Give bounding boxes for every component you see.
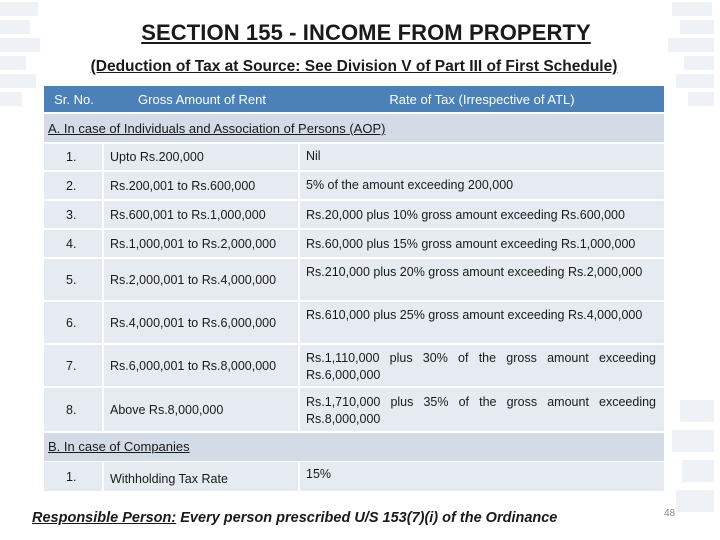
section-a-heading — [44, 114, 664, 142]
gross-cell: Withholding Tax Rate — [104, 462, 300, 491]
gross-cell: Above Rs.8,000,000 — [104, 388, 300, 431]
sr-cell: 1. — [44, 462, 104, 491]
rate-cell: Rs.20,000 plus 10% gross amount exceeding Rs.600,000 — [306, 207, 625, 222]
table-row — [44, 302, 664, 343]
page-subtitle: (Deduction of Tax at Source: See Division V of Part III of First Schedule) — [90, 58, 618, 75]
gross-cell: Rs.6,000,001 to Rs.8,000,000 — [104, 345, 300, 386]
table-row — [44, 172, 664, 199]
sr-cell: 1. — [44, 144, 104, 170]
gross-cell: Rs.1,000,001 to Rs.2,000,000 — [104, 230, 300, 257]
sr-cell: 4. — [44, 230, 104, 257]
page-title: SECTION 155 - INCOME FROM PROPERTY — [141, 20, 591, 45]
rate-cell: 15% — [306, 467, 332, 481]
gross-cell: Rs.600,001 to Rs.1,000,000 — [104, 201, 300, 228]
responsible-person-text: Every person prescribed U/S 153(7)(i) of the Ordinance — [176, 510, 558, 526]
rate-cell: Rs.1,110,000 plus 30% of the gross amount exceeding Rs.6,000,000 — [306, 351, 656, 382]
sr-cell: 8. — [44, 388, 104, 431]
rate-cell: Rs.210,000 plus 20% gross amount exceeding Rs.2,000,000 — [306, 265, 643, 279]
gross-cell: Rs.2,000,001 to Rs.4,000,000 — [104, 259, 300, 300]
rate-cell: Nil — [306, 149, 321, 163]
header-rate-of-tax: Rate of Tax (Irrespective of ATL) — [300, 86, 664, 112]
gross-cell: Rs.4,000,001 to Rs.6,000,000 — [104, 302, 300, 343]
table-row — [44, 388, 664, 431]
gross-cell: Rs.200,001 to Rs.600,000 — [104, 172, 300, 199]
table-row — [44, 201, 664, 228]
responsible-person-label: Responsible Person: — [32, 510, 177, 526]
header-sr-no: Sr. No. — [44, 86, 104, 112]
section-b-heading — [44, 433, 664, 461]
rate-cell: Rs.1,710,000 plus 35% of the gross amount exceeding Rs.8,000,000 — [306, 395, 656, 426]
sr-cell: 7. — [44, 345, 104, 386]
gross-cell: Upto Rs.200,000 — [104, 144, 300, 170]
rate-cell: Rs.60,000 plus 15% gross amount exceeding Rs.1,000,000 — [306, 236, 636, 251]
sr-cell: 6. — [44, 302, 104, 343]
rate-cell: Rs.610,000 plus 25% gross amount exceeding Rs.4,000,000 — [306, 308, 643, 322]
table-row — [44, 462, 664, 491]
responsible-person-note — [32, 510, 557, 526]
page-number: 48 — [664, 508, 676, 519]
sr-cell: 5. — [44, 259, 104, 300]
header-gross-amount: Gross Amount of Rent — [104, 86, 300, 112]
section-a-label: A. In case of Individuals and Association of Persons (AOP) — [48, 121, 386, 136]
sr-cell: 3. — [44, 201, 104, 228]
table-row — [44, 230, 664, 257]
section-b-label: B. In case of Companies — [48, 439, 190, 454]
table-row — [44, 144, 664, 170]
table-row — [44, 345, 664, 386]
table-row — [44, 259, 664, 300]
sr-cell: 2. — [44, 172, 104, 199]
rate-cell: 5% of the amount exceeding 200,000 — [306, 178, 514, 192]
